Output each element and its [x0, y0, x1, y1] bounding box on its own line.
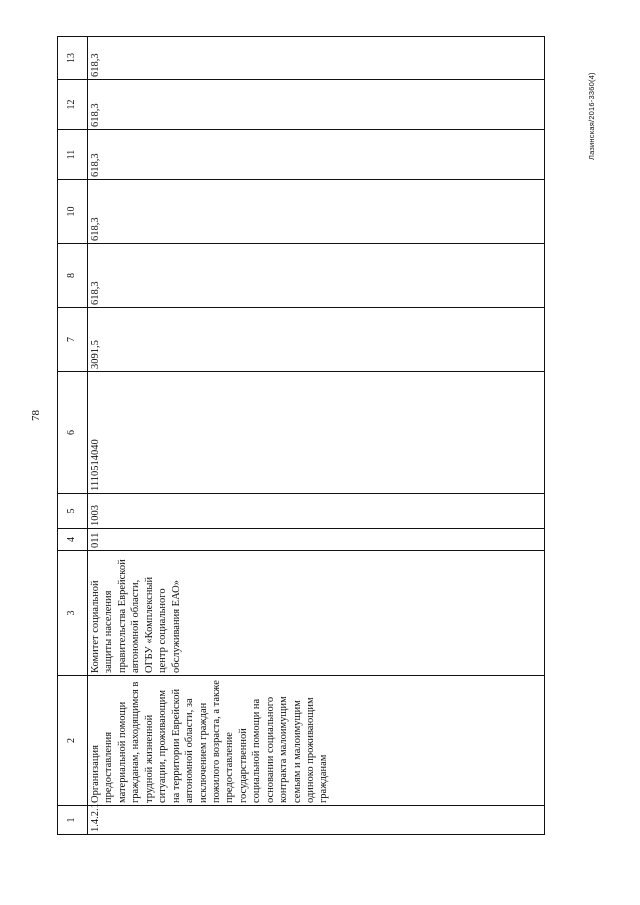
header-cell: 8 [58, 244, 88, 308]
header-cell: 4 [58, 529, 88, 551]
value-cell: 618,3 [88, 130, 545, 180]
header-cell: 12 [58, 80, 88, 130]
header-cell: 2 [58, 676, 88, 806]
header-cell: 1 [58, 806, 88, 835]
header-cell: 6 [58, 372, 88, 494]
budget-table [57, 36, 545, 835]
value-cell: 618,3 [88, 180, 545, 244]
code-cell: 1003 [88, 494, 545, 529]
header-cell: 5 [58, 494, 88, 529]
value-cell: 3091,5 [88, 308, 545, 372]
value-cell: 618,3 [88, 244, 545, 308]
header-cell: 10 [58, 180, 88, 244]
document-id: Лазинская/2016-3360(4) [587, 72, 596, 160]
code-cell: 1110514040 [88, 372, 545, 494]
header-cell: 13 [58, 37, 88, 80]
header-cell: 11 [58, 130, 88, 180]
rotated-table-wrapper [57, 37, 545, 835]
page-number: 78 [30, 410, 42, 421]
executor-cell: Комитет социальной защиты населения правительства Еврейской автономной области, ОГБУ «Комплексный центр социального обслуживания ЕАО» [88, 551, 545, 676]
value-cell: 618,3 [88, 37, 545, 80]
header-row [58, 37, 88, 835]
table-row [88, 37, 545, 835]
value-cell: 618,3 [88, 80, 545, 130]
row-number-cell: 1.4.2.1 [88, 806, 545, 835]
header-cell: 3 [58, 551, 88, 676]
header-cell: 7 [58, 308, 88, 372]
description-cell: Организация предоставления материальной помощи гражданам, находящимся в трудной жизненной ситуации, проживающим на территории Еврейской автономной области, за исключением граждан пожилого возраста, а также предоставление государственной социальной помощи на основании социального контракта малоимущим семьям и малоимущим одиноко проживающим гражданам [88, 676, 545, 806]
code-cell: 011 [88, 529, 545, 551]
